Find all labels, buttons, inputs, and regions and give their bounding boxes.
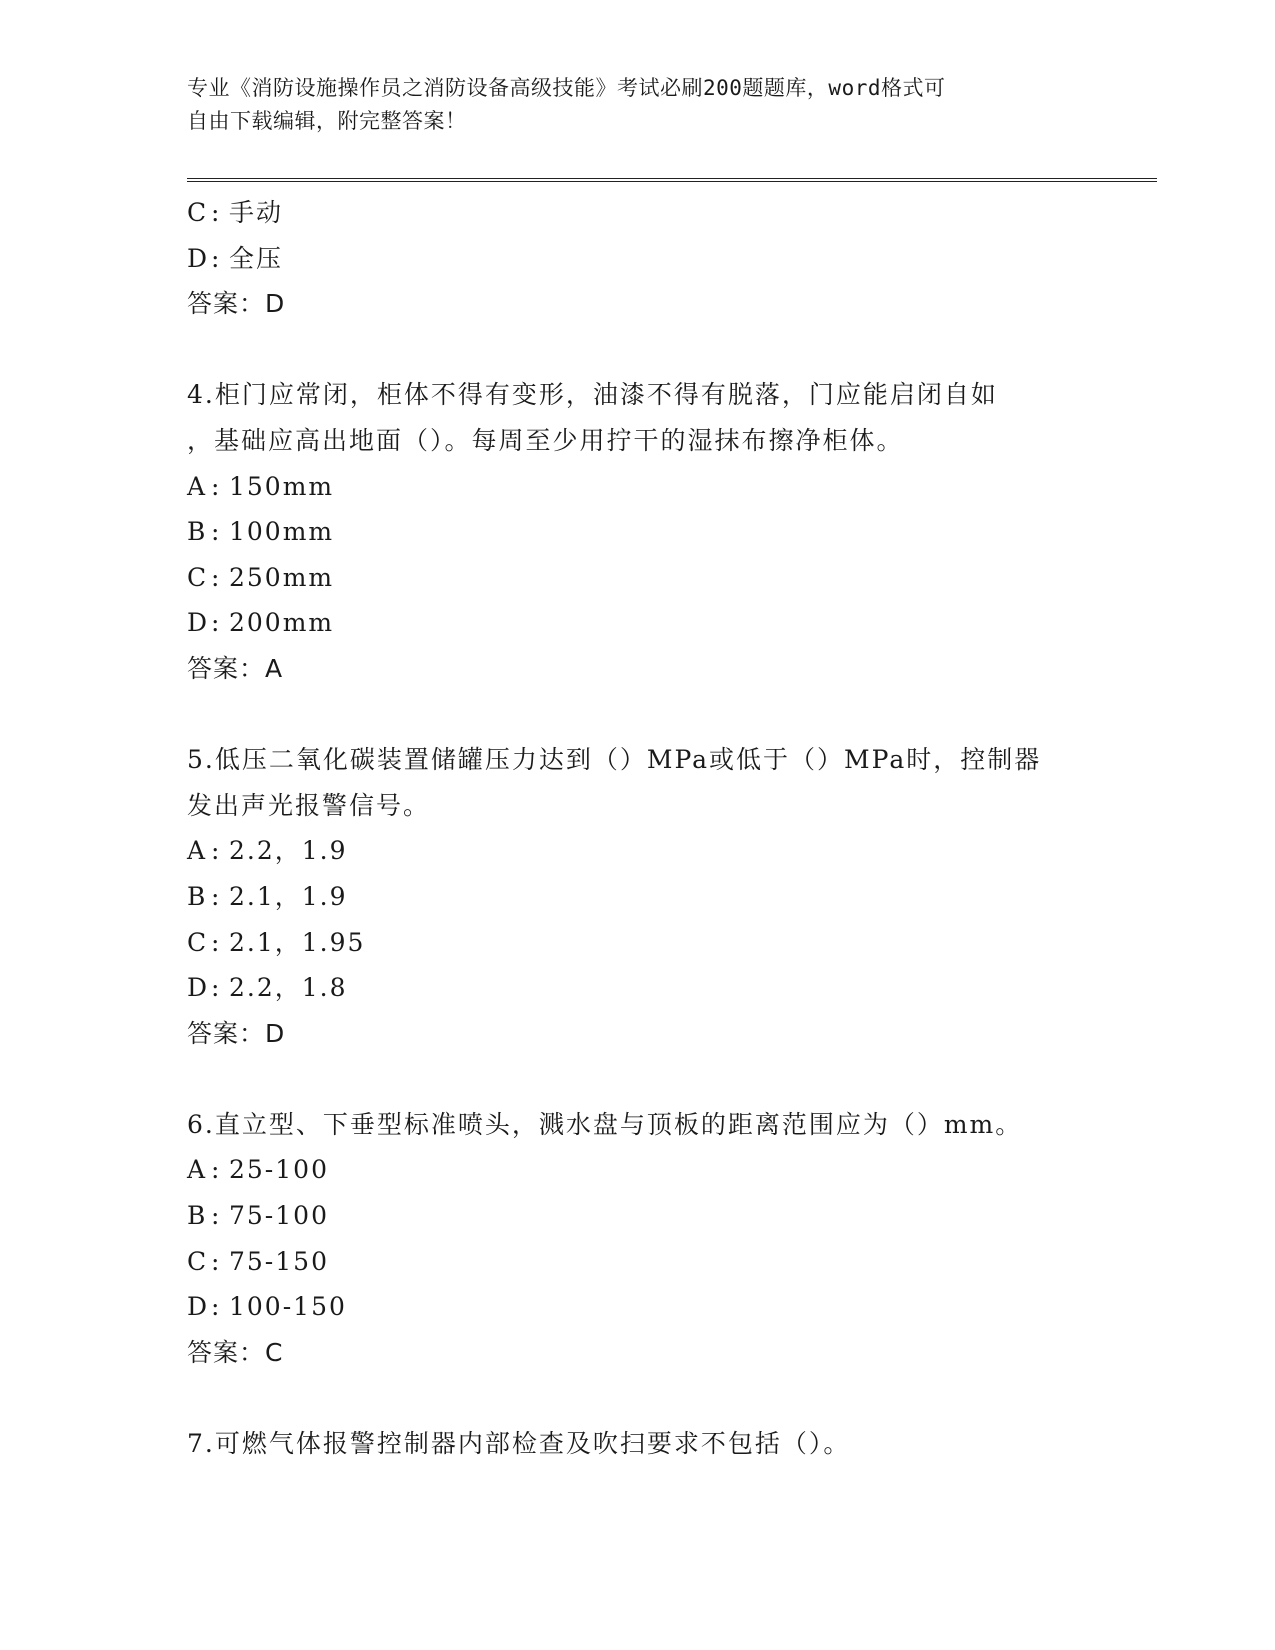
question-text-line: ，基础应高出地面（）。每周至少用拧干的湿抹布擦净柜体。 [187, 425, 904, 455]
document-body [187, 190, 1137, 1467]
option-d: D: 2.2，1.8 [187, 973, 348, 1003]
option-b: B : 75-100 [187, 1201, 329, 1231]
question-text-line: 4.柜门应常闭，柜体不得有变形，油漆不得有脱落，门应能启闭自如 [187, 380, 998, 410]
spacer [187, 1056, 1137, 1102]
question-text-line: 发出声光报警信号。 [187, 790, 431, 820]
question-block-4 [187, 372, 1137, 691]
option-c: C : 手动 [187, 198, 284, 227]
option-d: D: 200mm [187, 608, 335, 638]
option-a: A : 2.2，1.9 [187, 836, 348, 866]
spacer [187, 1375, 1137, 1421]
question-text-line: 6.直立型、下垂型标准喷头，溅水盘与顶板的距离范围应为（）mm。 [187, 1109, 1023, 1139]
question-block-7 [187, 1421, 1137, 1467]
option-a: A : 150mm [187, 471, 335, 501]
header-divider [187, 178, 1157, 182]
question-block-6 [187, 1102, 1137, 1376]
spacer [187, 327, 1137, 373]
answer-line: 答案：D [187, 289, 286, 319]
header-line-2: 自由下载编辑，附完整答案！ [187, 109, 467, 133]
answer-line: 答案：A [187, 653, 284, 683]
page-header [187, 72, 1087, 138]
option-d: D: 全压 [187, 243, 284, 273]
question-text-line: 5.低压二氧化碳装置储罐压力达到（）MPa或低于（）MPa时，控制器 [187, 745, 1042, 775]
option-c: C : 2.1，1.95 [187, 927, 366, 957]
answer-line: 答案：D [187, 1018, 286, 1048]
spacer [187, 692, 1137, 738]
header-line-1: 专业《消防设施操作员之消防设备高级技能》考试必刷200题题库，word格式可 [187, 76, 946, 100]
answer-line: 答案：C [187, 1337, 284, 1367]
option-c: C : 75-150 [187, 1246, 329, 1276]
option-a: A : 25-100 [187, 1155, 329, 1185]
question-block-5 [187, 737, 1137, 1056]
question-text-line: 7.可燃气体报警控制器内部检查及吹扫要求不包括（）。 [187, 1429, 851, 1459]
option-b: B : 2.1，1.9 [187, 881, 348, 911]
option-d: D: 100-150 [187, 1292, 347, 1322]
option-c: C : 250mm [187, 562, 335, 592]
option-b: B : 100mm [187, 517, 335, 547]
